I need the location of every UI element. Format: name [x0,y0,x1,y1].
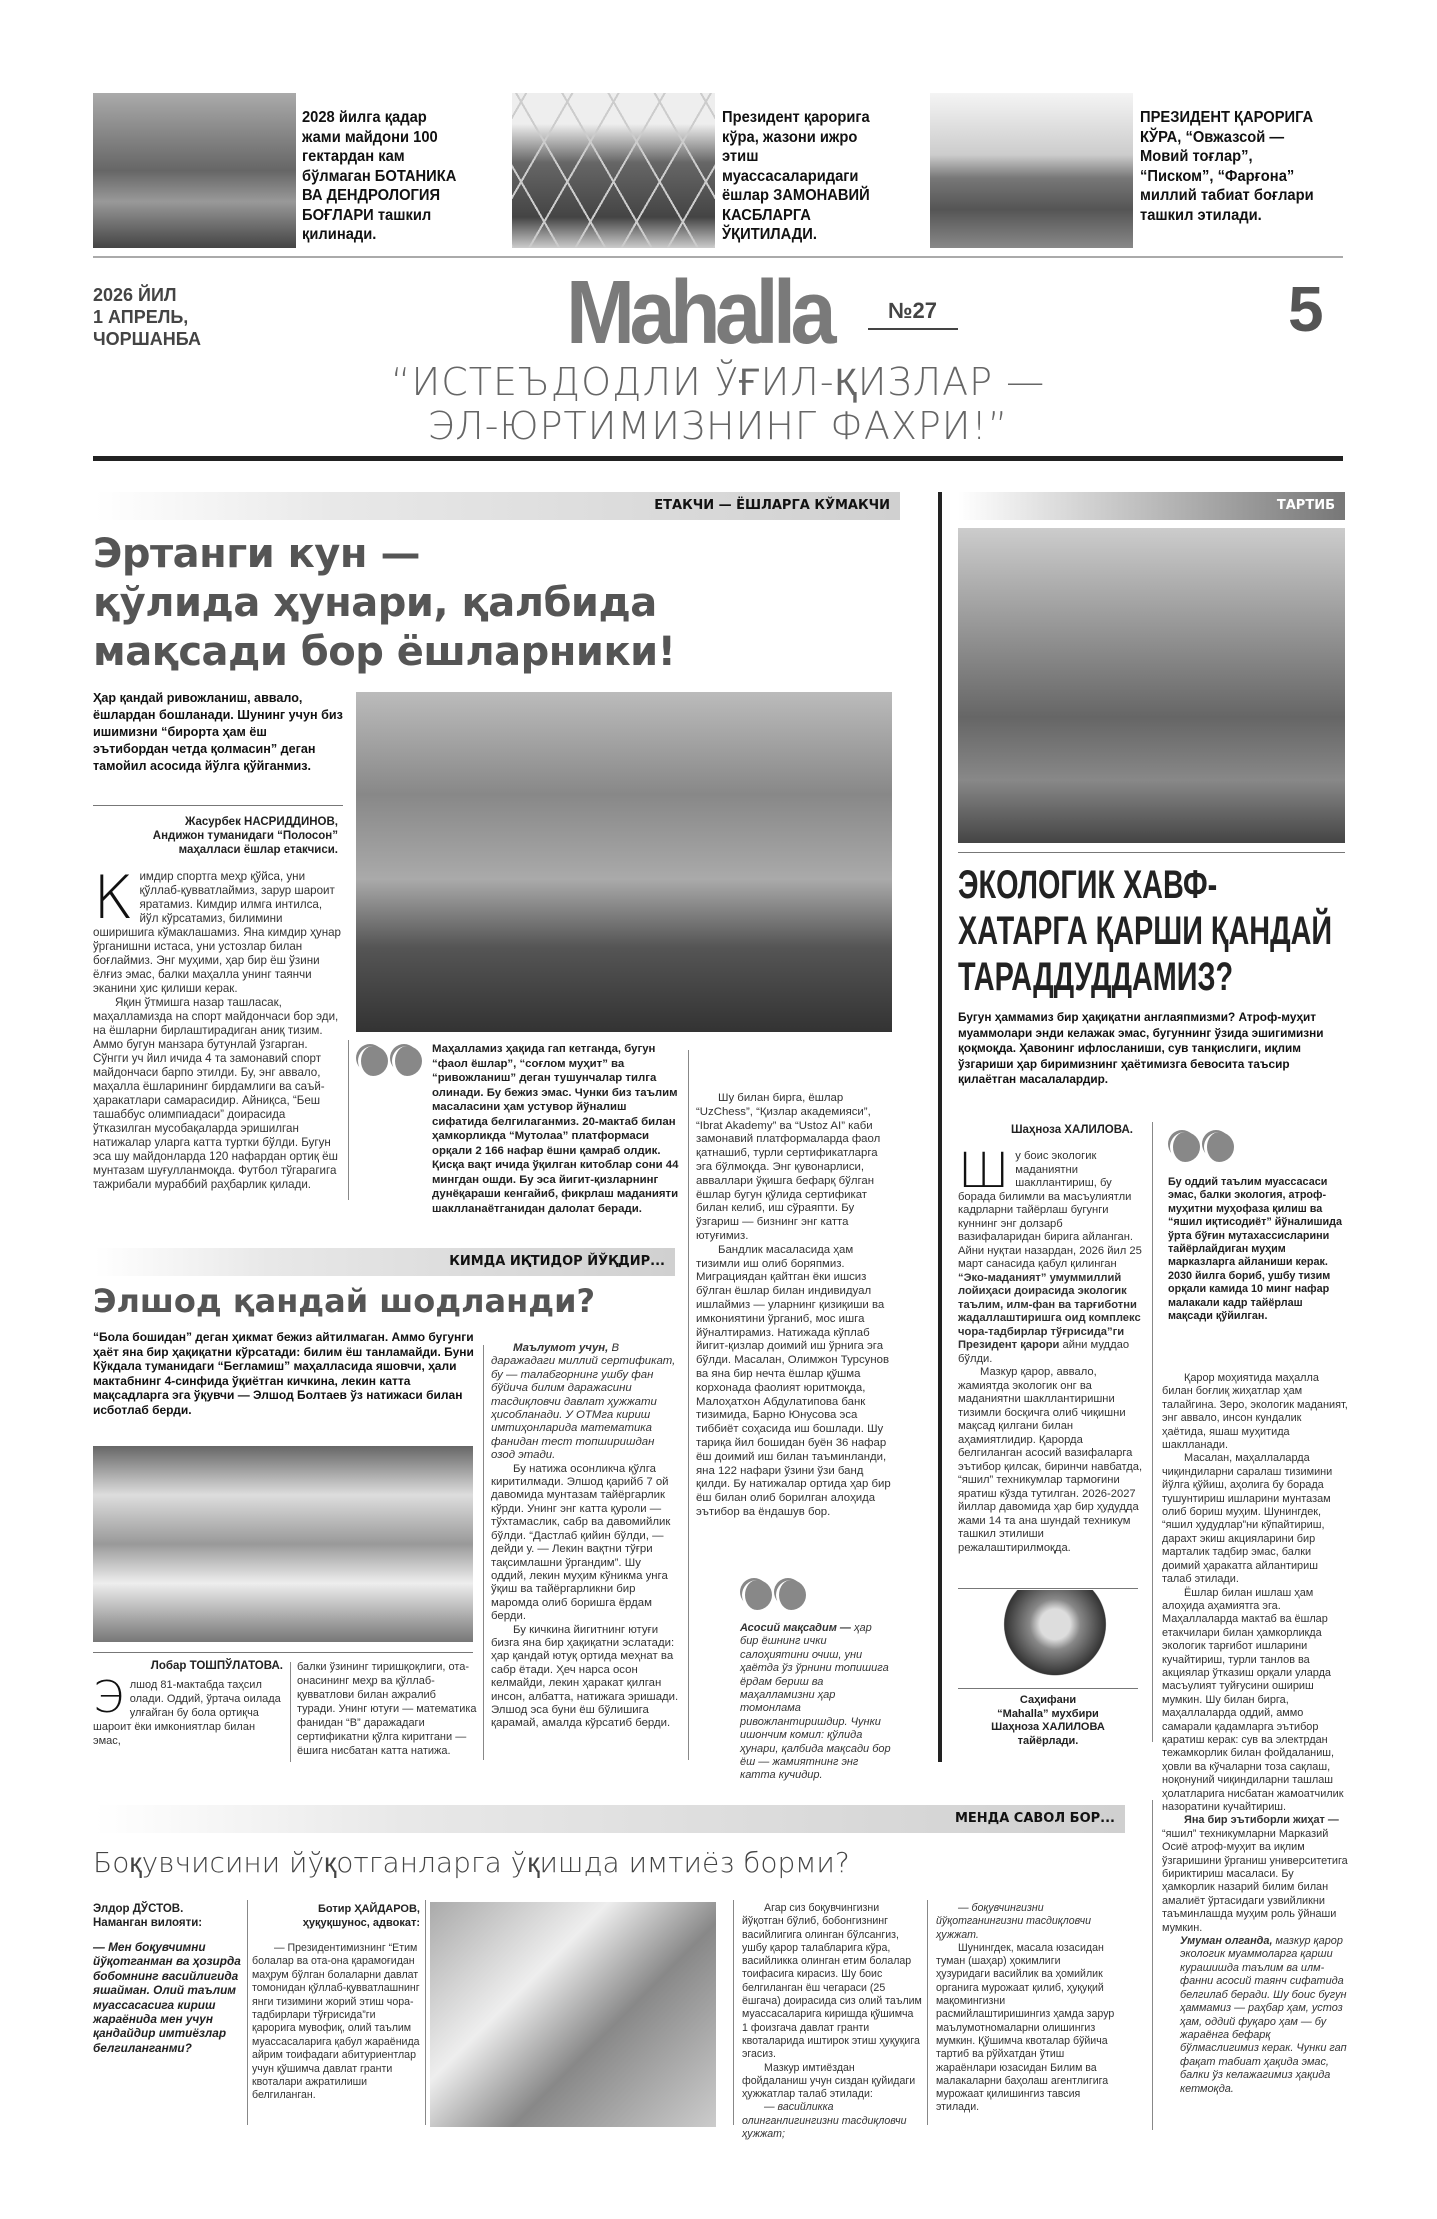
article-body [696,1092,892,1520]
paragraph: айни муддао бўлди. [958,1339,1130,1365]
divider [868,328,958,330]
credit-line: Шаҳноза ХАЛИЛОВА [991,1721,1105,1733]
paragraph: Яқин ўтмишга назар ташласак, маҳалламизда на спорт майдончаси бор эди, на ёшларни бирлаштирадиган аниқ тизим. Аммо бугун манзара бутунлай ўзгарган. Сўнгги уч йил ичида 4 та замонавий спорт майдончаси барпо этилди. Бу, энг аввало, маҳалла ёшларининг бирдамлиги ва саъй-ҳаракатлари самарасидир. Айниқса, “Беш ташаббус олимпиадаси” доирасида ўтказилган мусобақаларда эришилган натижалар уларга катта туртки бўлди. Бугун эса шу майдонларда 120 нафардан ортиқ ёш мунтазам шуғулланмоқда. Футбол тўгарагига тажрибали мураббий раҳбарлик қилади. [93,996,339,1191]
credit-line: Саҳифани [1019,1694,1077,1706]
paragraph: “яшил” техникумларни Марказий Осиё атроф-муҳит ва иқлим ўзгаришини ўрганиш университетига бириктириш масаласи. Бу ҳамкорлик назарий билим билан амалиёт ўртасидаги узвийликни таъминлашда муҳим роль ўйнаши мумкин. [1162,1827,1348,1934]
article-body [297,1660,477,1758]
section-divider [938,492,942,1762]
byline: Шаҳноза ХАЛИЛОВА. [1010,1124,1133,1136]
article-title[interactable] [93,530,675,677]
quote-icon [358,1046,422,1076]
divider [958,1688,1138,1689]
teaser-text[interactable]: Президент қарорига кўра, жазони ижро этиш муассасаларидаги ёшлар ЗАМОНАВИЙ КАСБЛАРГА ЎҚИТИЛАДИ. [722,109,870,243]
issue-date [93,284,201,350]
article-body [1162,1372,1348,2096]
author-name: Жасурбек НАСРИДДИНОВ, [184,816,338,828]
slogan-line: “ИСТЕЪДОДЛИ ЎҒИЛ-ҚИЗЛАР — [390,360,1046,404]
student-photo [430,1902,716,2127]
paragraph: Шу билан бирга, ёшлар “UzChess”, “Қизлар академияси”, “Ibrat Akademy” ва “Ustoz AI” каби замонавий платформаларда фаол қатнашиб, турли сертификатларга эга бўлмоқда. Энг қувонарлиси, авваллари ўқишга бефарқ бўлган ёшлар бугун қўлида сертификат билан келиб, иш сўраяпти. Бу ўзгариш — бизнинг энг катта ютуғимиз. [696,1092,881,1242]
divider [93,1652,473,1653]
article-body [958,1143,1148,1555]
page-number: 5 [1288,273,1324,345]
divider [93,805,343,806]
asker [93,1902,243,1930]
expert [252,1902,420,1930]
column-divider [483,1345,484,1760]
expert-role: ҳуқуқшунос, адвокат: [302,1917,420,1929]
article-body [491,1342,679,1731]
article-body [93,863,343,1192]
title-line: ТАРАДДУДДАМИЗ? [958,955,1234,999]
issue-number: №27 [888,298,937,323]
drop-cap: Ш [958,1143,1010,1199]
slogan-line: ЭЛ-ЮРТИМИЗНИНГ ФАХРИ!” [427,404,1009,448]
teaser-photo-mountains [930,93,1133,248]
paragraph: Бандлик масаласида ҳам тизимли иш олиб боряпмиз. Миграциядан қайтган ёки ишсиз бўлган ёшлар билан индивидуал ишлаймиз — уларнинг қизиқиши ва имкониятини ўрганиб, мос ишга йўналтирамиз. Натижада кўплаб йигит-қизлар доимий иш ўрнига эга бўлди. Масалан, Олимжон Турсунов ва яна бир нечта ёшлар қўшма корхонада фаолият юритмоқда, Малоҳатхон Абдулатипова банк тизимида, Барно Юнусова эса тиббиёт соҳасида иш бошлади. Шу тариқа йил бошидан буён 36 нафар ёш доимий иш билан таъминланди, яна 122 нафари ўзини ўзи банд қилди. Бу натижалар ортида ҳар бир ёш билан олиб борилган алоҳида эътибор ва ёндашув бор. [696,1243,891,1518]
page-credit [958,1694,1138,1748]
info-text: В даражадаги миллий сертификат, бу — талабгорнинг ушбу фан бўйича билим даражасини тасдиқловчи давлат ҳужжати ҳисобланади. У ОТМга кириш имтиҳонларида математика фанидан тест топширишдан озод этади. [491,1342,676,1462]
column-divider [348,1040,349,1200]
byline [93,815,338,857]
title-line: Эртанги кун — [93,531,420,577]
column-divider [927,1900,928,2125]
column-divider [247,1900,248,2125]
paragraph: Мазкур имтиёздан фойдаланиш учун сиздан қуйидаги ҳужжатлар талаб этилади: [742,2061,916,2101]
paragraph: Бу натижа осонликча қўлга киритилмади. Элшод қарийб 7 ой давомида мунтазам тайёргарлик кўрди. Унинг энг катта қуроли — тўхтамаслик, сабр ва давомийлик бўлди. “Дастлаб қийин бўлди, — дейди у. — Лекин вақтни тўғри тақсимлашни ўргандим”. Шу оддий, лекин муҳим кўникма унга ўқиш ва тайёргарликни бир маромда олиб боришга ёрдам берди. [491,1462,671,1623]
highlight: Яна бир эътиборли жиҳат — [1184,1814,1339,1827]
quote-lead: Асосий мақсадим — [740,1622,851,1634]
paragraph: у боис экологик маданиятни шакллантириш, бу борада билимли ва масъулиятли кадрларни тайёрлаш бугунги куннинг энг долзарб вазифаларидан бирига айланган. Айни нуқтаи назардан, 2026 йил 25 март санасида қабул қилинган [958,1150,1142,1270]
answer-body [936,1902,1116,2115]
section-label: МЕНДА САВОЛ БОР... [95,1805,1125,1833]
paragraph: — Президентимизнинг “Етим болалар ва ота-она қарамоғидан маҳрум бўлган болаларни давлат томонидан қўллаб-қувватлашнинг янги тизимини жорий этиш чора-тадбирлари тўғрисида”ги қарорига мувофиқ, олий таълим муассасаларига қабул жараёнида айрим тоифадаги абитуриентлар учун қўшимча давлат гранти квоталари ажратилиши белгиланган. [252,1942,420,2102]
slogan [93,360,1343,448]
answer-body [742,1902,922,2141]
pull-quote: Бу оддий таълим муассасаси эмас, балки экология, атроф-муҳитни муҳофаза қилиш ва “яшил иқтисодиёт” йўналишида ўрта бўғин мутахассисларини тайёрлайдиган муҳим марказларга айланиши керак. 2030 йилга бориб, ушбу тизим орқали камида 10 минг нафар малакали кадр тайёрлаш мақсади қўйилган. [1168,1176,1342,1323]
paragraph: Қарор моҳиятида маҳалла билан боғлиқ жиҳатлар ҳам талайгина. Зеро, экологик маданият, энг аввало, инсон кундалик ҳаётида, яшаш муҳитида шаклланади. [1162,1372,1348,1452]
asker-name: Элдор ДЎСТОВ. [93,1903,184,1915]
asker-region: Наманган вилояти: [93,1917,203,1929]
paragraph: Мазкур қарор, аввало, жамиятда экологик онг ва маданиятни шакллантиришни тизимли босқичга олиб чиқишни мақсад қилгани билан аҳамиятлидир. Қарорда белгиланган асосий вазифаларга эътибор қилсак, биринчи навбатда, “яшил” техникумлар тармоғини яратиш кўзда тутилган. 2026-2027 йиллар давомида ҳар бир ҳудудда жами 14 та ана шундай техникум ташкил этилиши режалаштирилмоқда. [958,1366,1143,1554]
teaser-photo-botanical [93,93,296,248]
beekeepers-photo [356,692,892,1032]
paragraph: Агар сиз боқувчингизни йўқотган бўлиб, бобонгизнинг васийлигига олинган бўлсангиз, ушбу қарор талабларига кўра, васийликка олинган етим болалар тоифасига кирасиз. Шу боис белгиланган ёш чегараси (25 ёшгача) доирасида сиз олий таълим муассасаларига киришда қўшимча 1 фоизгача давлат гранти квоталарида иштирок этиш ҳуқуқига эгасиз. [742,1902,922,2061]
article-lead: “Бола бошидан” деган ҳикмат бежиз айтилмаган. Аммо бугунги ҳаёт яна бир ҳақиқатни кўрсатади: билим ёш танламайди. Буни Кўкдала туманидаги “Бегламиш” маҳалласида яшовчи, ҳали мактабнинг 4-синфида ўқиётган кичкина, лекин катта мақсадларга эга ўқувчи — Элшод Болтаев ўз натижаси билан исботлаб берди. [93,1330,474,1417]
section-label: КИМДА ИҚТИДОР ЙЎҚДИР... [95,1248,675,1276]
section-label: ЕТАКЧИ — ЁШЛАРГА КЎМАКЧИ [95,492,900,520]
article-title[interactable]: Элшод қандай шодланди? [93,1282,596,1320]
article-title[interactable] [958,862,1332,1000]
column-divider [1152,1122,1153,1742]
section-label: ТАРТИБ [958,492,1345,520]
decree-title: “Эко-маданият” умуммиллий лойиҳаси доирасида экологик таълим, илм-фан ва тарғиботни жадаллаштиришга оид комплекс чора-тадбирлар тўғрисида”ги Президент қарори [958,1271,1141,1351]
author-role: Андижон туманидаги “Полосон” маҳалласи ёшлар етакчиси. [152,830,338,856]
issue-weekday: ЧОРШАНБА [93,329,201,349]
paragraph: Шунингдек, масала юзасидан туман (шаҳар) ҳокимлиги ҳузуридаги васийлик ва ҳомийлик органига мурожаат қилиб, ҳуқуқий мақомингизни расмийлаштиришингиз ҳамда зарур маълумотномаларни олишингиз мумкин. Қўшимча квоталар бўйича тартиб ва рўйхатдан ўтиш жараёнлари юзасидан Билим ва малакаларни баҳолаш агентлигига мурожаат қилишингиз тавсия этилади. [936,1941,1115,2114]
paragraph: имдир спортга меҳр қўйса, уни қўллаб-қувватлаймиз, зарур шароит яратамиз. Кимдир илмга интилса, йўл кўрсатамиз, билимини оширишига кўмаклашамиз. Яна кимдир ҳунар ўрганишни истаса, уни устозлар билан боғлаймиз. Энг муҳими, ҳар бир ёш ўзини ёлғиз эмас, балки маҳалла унинг таянчи эканини ҳис қилиши керак. [93,870,341,995]
tree-planting-photo [958,528,1345,843]
pull-quote [740,1622,892,1783]
drop-cap: Э [93,1672,124,1723]
byline: Лобар ТОШПЎЛАТОВА. [150,1660,283,1672]
paragraph: Бу кичкина йигитнинг ютуғи бизга яна бир ҳақиқатни эслатади: ҳар қандай ютуқ ортида меҳнат ва сабр ётади. Ҳеч нарса осон келмайди, лекин ҳаракат қилган инсон, албатта, натижага эришади. Элшод эса буни ёш бўлишига қарамай, амалда кўрсатиб берди. [491,1623,679,1730]
article-body [93,1672,285,1748]
paragraph: лшод 81-мактабда таҳсил олади. Оддий, ўртача оилада улғайган бу бола ортиқча шароит ёки имкониятлар билан эмас, [93,1679,281,1747]
teaser-photo-inmates [512,93,715,248]
exam-photo [93,1446,473,1642]
column-divider [425,1900,426,2125]
pull-quote: Маҳалламиз ҳақида гап кетганда, бугун “фаол ёшлар”, “соғлом муҳит” ва “ривожланиш” деган тушунчалар тилга олинади. Бу бежиз эмас. Чунки биз таълим масаласини ҳам устувор йўналиш сифатида белгилаганмиз. 20-мактаб билан ҳамкорликда “Мутолаа” платформаси орқали 2 166 нафар ёшни қамраб олдик. Қисқа вақт ичида ўқилган китоблар сони 44 мингдан ошди. Бу эса йигит-қизларнинг дунёқараши кенгайиб, фикрлаш маданияти шаклланаётганидан далолат беради. [432,1043,679,1215]
info-lead: Маълумот учун, [513,1342,609,1354]
paragraph: — васийликка олинганлигингизни тасдиқловчи ҳужжат; [742,2101,907,2141]
issue-year: 2026 ЙИЛ [93,285,177,305]
paragraph: — боқувчингизни йўқотганингизни тасдиқловчи ҳужжат. [936,1902,1091,1941]
expert-name: Ботир ҲАЙДАРОВ, [318,1903,420,1915]
divider [958,1588,1138,1589]
highlight: Умуман олганда, [1180,1935,1273,1948]
title-line: ЭКОЛОГИК ХАВФ- [958,863,1218,907]
article-lead: Ҳар қандай ривожланиш, аввало, ёшлардан бошланади. Шунинг учун биз ишимизни “бирорта ҳам ёш эътибордан четда қолмасин” деган тамойил асосида йўлга қўйганмиз. [93,691,343,773]
divider [958,852,1345,853]
newspaper-logo: Mahalla [566,263,832,363]
paragraph: Ёшлар билан ишлаш ҳам алоҳида аҳамиятга эга. Маҳаллаларда мактаб ва ёшлар етакчилари билан ҳамкорликда экологик тарғибот ишларини кучайтириш, турли танлов ва акциялар ўтказиш орқали уларда масъулият туйғусини ошириш мумкин. Шу билан бирга, маҳаллаларда оддий, аммо самарали қадамларга эътибор қаратиш керак: сув ва электрдан тежамкорлик билан фойдаланиш, ҳовли ва кўчаларни тоза сақлаш, ноқонуний чиқиндиларни ташлаш ҳолатларига нисбатан жамоатчилик назоратини кучайтириш. [1162,1586,1344,1813]
author-portrait [1000,1590,1110,1688]
paragraph: мазкур қарор экологик муаммоларга қарши курашишда таълим ва илм-фанни асосий таянч сифатида белгилаб беради. Шу боис бугун ҳаммамиз — раҳбар ҳам, устоз ҳам, оддий фуқаро ҳам — бу жараёнга бефарқ бўлмаслигимиз керак. Чунки гап фақат табиат ҳақида эмас, балки ўз келажагимиз ҳақида кетмоқда. [1180,1935,1347,2095]
column-divider [733,1900,734,2125]
column-divider [290,1662,291,1762]
quote-text: ҳар бир ёшнинг ички салоҳиятини очиш, уни ҳаётда ўз ўрнини топишига ёрдам бериш ва маҳалламизни ҳар томонлама ривожлантиришдир. Чунки ишончим комил: қўлида ҳунари, қалбида мақсади бор ёш — жамиятнинг энг катта кучидир. [740,1622,891,1782]
credit-line: тайёрлади. [1017,1734,1079,1747]
article-title[interactable]: Боқувчисини йўқотганларга ўқишда имтиёз борми? [93,1846,850,1879]
quote-icon [742,1580,806,1610]
question: — Мен боқувчимни йўқотганман ва ҳозирда бобомнинг васийлигида яшайман. Олий таълим муассасасига кириш жараёнида мен учун қандайдир имтиёзлар белгиланганми? [93,1940,241,2055]
column-divider [1152,1800,1153,2130]
issue-day: 1 АПРЕЛЬ, [93,307,189,327]
teaser-text[interactable]: ПРЕЗИДЕНТ ҚАРОРИГА КЎРА, “Овжазсой — Мовий тоғлар”, “Писком”, “Фарғона” миллий табиат боғлари ташкил этилади. [1140,109,1314,224]
drop-cap: К [93,863,134,933]
quote-icon [1170,1132,1234,1162]
paragraph: Масалан, маҳаллаларда чиқиндиларни саралаш тизимини йўлга қўйиш, аҳолига бу борада тушунтириш ишларини мунтазам олиб бориш муҳим. Шунингдек, “яшил ҳудудлар”ни кўпайтириш, дарахт экиш акцияларини бир марталик тадбир эмас, балки доимий ҳаракатга айлантириш талаб этилади. [1162,1452,1333,1586]
teaser-text[interactable]: 2028 йилга қадар жами майдони 100 гектардан кам бўлмаган БОТАНИКА ВА ДЕНДРОЛОГИЯ БОҒЛАРИ ташкил қилинади. [302,109,457,243]
title-line: қўлида ҳунари, қалбида [93,580,657,626]
credit-line: “Mahalla” мухбири [997,1707,1099,1720]
answer-body [252,1942,422,2103]
thick-divider [93,456,1343,461]
title-line: мақсади бор ёшларники! [93,629,676,675]
divider [93,256,1343,258]
article-lead: Бугун ҳаммамиз бир ҳақиқатни англаяпмизми? Атроф-муҳит муаммолари энди келажак эмас, бугуннинг ўзида эшигимизни қоқмоқда. Ҳавонинг ифлосланиши, сув танқислиги, иқлим ўзгариши ҳар биримизнинг ҳаётимизга бевосита таъсир қилаётган масалалардир. [958,1010,1324,1086]
paragraph: балки ўзининг тиришқоқлиги, ота-онасининг меҳр ва қўллаб-қувватлови билан ажралиб туради. Унинг ютуғи — математика фанидан “B” даражадаги сертификатни қўлга киритгани — ёшига нисбатан катта натижа. [297,1661,477,1757]
title-line: ХАТАРГА ҚАРШИ ҚАНДАЙ [958,909,1333,953]
column-divider [688,1050,689,1760]
